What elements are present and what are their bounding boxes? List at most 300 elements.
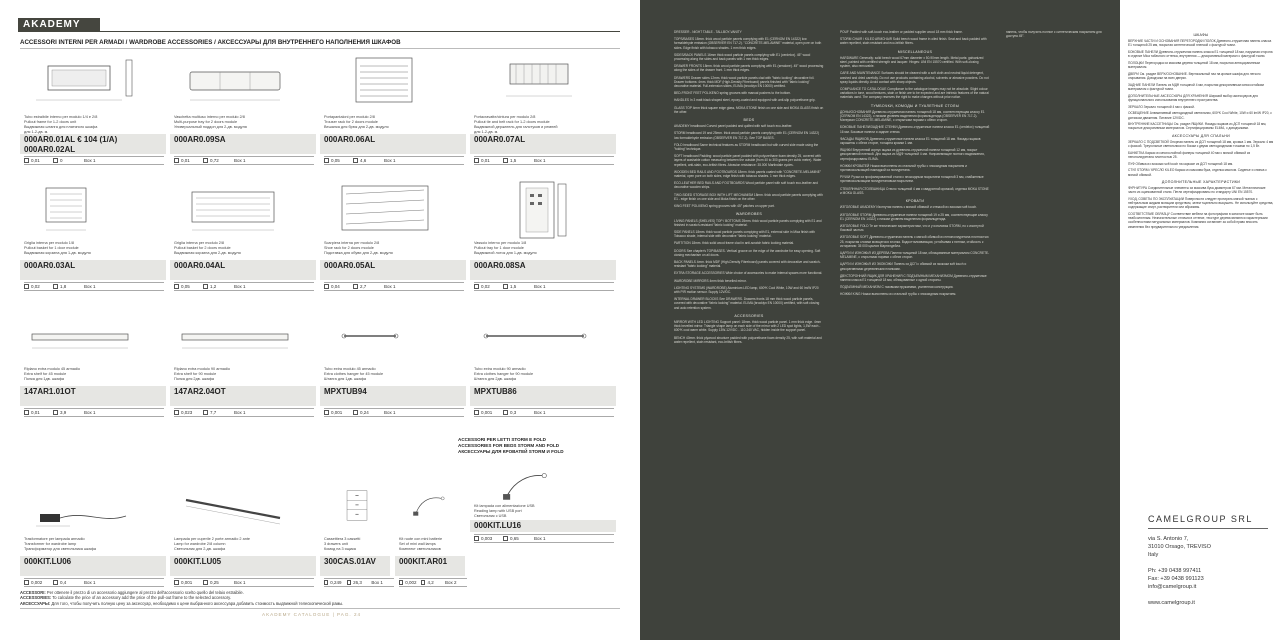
footnote-ru-text: Для того, чтобы получить полную цену за аксессуар, необходимо к цене выбранного аксессуара добавить стоимость выдвижной телескопической рамы. — [51, 600, 344, 606]
section-subtitle: ACCESSORI INTERNI PER ARMADI / WARDROBE ACCESSORIES / АКСЕССУАРЫ ДЛЯ ВНУТРЕННЕГО НАПОЛНЕНИЯ ШКАФОВ — [20, 39, 401, 46]
product-description-line: Вешалка для брюк для 2-дв. модуля — [324, 124, 389, 129]
volume-icon — [24, 158, 29, 163]
product-card — [320, 52, 466, 170]
weight-icon — [347, 580, 351, 585]
product-drawing — [26, 52, 144, 114]
product-card — [320, 178, 466, 296]
spec-paragraph: FOLD headboard Same technical features as STORM headboard but with curved side made using the "folding" technique. — [674, 142, 819, 152]
spec-volume: 0,002 — [31, 580, 43, 585]
company-contact — [1148, 514, 1268, 607]
product-description-line: Светильник с USB — [474, 513, 507, 518]
company-address-2: 31010 Orsago, TREVISO — [1148, 544, 1212, 550]
volume-icon — [174, 410, 179, 415]
product-description-line: Pullout basket for 2 doors module — [174, 245, 231, 250]
subtitle-rule — [20, 48, 620, 49]
product-description-line: Pullout tray for 1 door module — [474, 245, 524, 250]
product-code: 000KIT.AR01 — [399, 557, 448, 566]
spec-paragraph: STORM CHAIR / KILEO ARMCHAIR Solid beech wood frame in oiled finish. Seat and back padded with water repellent, stain resistant and eco-british fibres. — [840, 37, 987, 46]
spec-paragraph: ЗЕРКАЛО Зеркало толщиной 4 мм с фаской. — [1128, 104, 1195, 109]
spec-paragraph: ФАСАДЫ ЯЩИКОВ Древесно-стружечные панели класса E1 толщиной 18 мм. Фасады ящиков окрашены с обеих сторон, толщина кромки 1 мм. — [840, 136, 981, 146]
product-specs — [174, 156, 314, 165]
spec-paragraph: ДОПОЛНИТЕЛЬНЫЕ АКСЕССУАРЫ ДЛЯ ХРАНЕНИЯ Широкий выбор аксессуаров для функционального использования внутреннего пространства. — [1128, 93, 1258, 102]
product-specs — [24, 156, 164, 165]
spec-volume: 0,001 — [481, 410, 493, 415]
product-description-line: Комод на 3 ящика — [324, 546, 356, 551]
product-description — [324, 115, 464, 130]
product-card — [20, 474, 166, 586]
product-description-line: Extra shelf for 90 module — [174, 371, 217, 376]
product-drawing — [326, 178, 444, 240]
product-card — [320, 474, 390, 586]
product-code: 000AR0.03AL — [24, 261, 76, 270]
product-code: 000AR0.07AL — [474, 135, 526, 144]
spec-paragraph: COMPLIANCE TO CATALOGUE Compliance to the catalogue images may not be absolute. Slight colour variations in tone, wood textures, stain or finish are to be expected and are intrinsic features of the natural materials used. The company reserves the right to make changes without prior notice. — [840, 87, 989, 100]
product-card — [170, 52, 316, 170]
spec-weight: 3,9 — [60, 410, 67, 415]
volume-icon — [474, 284, 479, 289]
volume-icon — [474, 158, 479, 163]
spec-paragraph: HANDLES In 3 matt black shaped steel, epoxy-coated and equipped with anti-slip polyurethane grip. — [674, 98, 816, 103]
product-description-line: Extra clothes hanger for 90 module — [474, 371, 534, 376]
product-code: 000AR0.06AL — [324, 135, 376, 144]
spec-paragraph: DRESSER - NIGHT TABLE - TALLBOY-VANITY — [674, 30, 742, 34]
spec-paragraph: STORM headboard 19 and 25mm. thick wood particle panels complying with E1 (CERNOM EN 14322) low formaldehyde emission (OBSERVER EN 717-2). See TOP BASES. — [674, 131, 820, 140]
product-drawing — [326, 52, 444, 114]
product-description-line: Полка для 1дв. шкафа — [24, 376, 65, 381]
product-description-line: Shoe rack for 2 doors module — [324, 245, 374, 250]
price-footnote — [20, 590, 620, 606]
product-drawing — [326, 474, 388, 536]
spec-paragraph: EXTRA STORAGE ACCESSORIES Wide choice of accessories to make internal spaces more functional. — [674, 271, 823, 276]
volume-icon — [324, 580, 328, 585]
spec-paragraph: НОЖКИ KING Ножки выполнены из стальной трубы с эпоксидным покрытием. — [840, 292, 957, 297]
footer-rule — [20, 608, 620, 609]
spec-paragraph: УХОД, СОВЕТЫ ПО ЭКСПЛУАТАЦИИ Поверхности следует протирать мягкой тканью с нейтральным жидким моющим средством, затем тщательно высушить. Не используйте средства, содержащие спирт, растворители или абразивы. — [1128, 196, 1274, 210]
product-specs — [24, 578, 164, 587]
product-description — [474, 367, 614, 382]
volume-icon — [174, 158, 179, 163]
product-description-line: Multi-purpose tray for 2 doors module — [174, 119, 238, 124]
product-description — [324, 241, 464, 256]
spec-column-2 — [840, 30, 990, 630]
spec-volume: 0,01 — [31, 410, 40, 415]
product-drawing — [476, 178, 594, 240]
product-description — [24, 115, 164, 135]
product-description — [474, 504, 614, 519]
weight-icon — [353, 158, 358, 163]
weight-icon — [203, 410, 208, 415]
spec-column-3 — [1006, 30, 1112, 630]
spec-weight: 26,3 — [353, 580, 362, 585]
spec-paragraph: INTERNAL DRAWER BLOCKS See DRAWERS. Drawers fronts 18 mm thick wood particle panels, covered with decorative "fabric looking" material. ELIMA (brooklyn EN 10000) certified, with soft closing and auto retention system. — [674, 297, 820, 310]
weight-icon — [53, 284, 58, 289]
product-description — [174, 115, 314, 130]
volume-icon — [24, 410, 29, 415]
spec-weight: 0,72 — [210, 158, 219, 163]
product-drawing — [176, 52, 294, 114]
spec-paragraph: ИЗГОЛОВЬЕ FOLD Те же технические характеристики, что и у изголовья STORM, но с изогнутой боковой частью. — [840, 223, 984, 233]
product-card — [470, 474, 616, 548]
spec-weight: 0,25 — [210, 580, 219, 585]
spec-packaging: Box 1 — [384, 284, 396, 289]
spec-paragraph: AKADEMY headboard Curved panel padded and quilted with soft touch eco-leather. — [674, 124, 793, 129]
spec-paragraph: ОСВЕЩЕНИЕ Алюминиевый светодиодный светильник, 600ºK Cool White, 10W и 60 lm/W IP20, с датчиком движения. Питание 12V/DC. — [1128, 111, 1272, 120]
product-code: 147AR2.04OT — [174, 387, 226, 396]
weight-icon — [53, 580, 58, 585]
spec-volume: 0,01 — [181, 158, 190, 163]
product-description-line: Lamp for wardrobe 2/8 column — [174, 541, 226, 546]
footnote-en-text: To calculate the price of an accessory add the price of the pull-out frame to the selected accessory. — [52, 595, 232, 601]
spec-section-heading: ШКАФЫ — [1193, 33, 1209, 37]
spec-paragraph: ЯЩИКИ Внутренний корпус ящика из древесно-стружечной панели толщиной 12 мм, покрыт декоративной пленкой. Дно ящика из МДФ толщиной 4 мм. Направляющие полного выдвижения, сертифицированы ELIMA. — [840, 148, 985, 161]
accessories-heading-it: ACCESSORI PER LETTI STORM E FOLD — [458, 437, 546, 442]
spec-packaging: Box 1 — [234, 284, 246, 289]
product-description — [174, 537, 314, 552]
product-drawing — [176, 304, 294, 366]
product-description-line: Kit lampada con alimentazione USB — [474, 504, 535, 508]
product-code-alt: 000AR0.02AL — [24, 145, 76, 154]
product-description-line: Pullout tie and belt rack for 1-2 doors module — [474, 119, 550, 124]
footnote-en-label: ACCESSORIES: — [20, 595, 52, 601]
company-website[interactable]: www.camelgroup.it — [1148, 600, 1195, 606]
product-specs — [174, 578, 314, 587]
spec-paragraph: DOORS See chapter's TOP/BASES. Vertical groove on the edge of the wardrobe for easy opening. Soft closing mechanism on all doors. — [674, 248, 821, 257]
company-fax: Fax: +39 0438 991123 — [1148, 576, 1204, 582]
product-card — [20, 178, 166, 296]
product-description — [324, 367, 464, 382]
product-description-line: Выдвижная корзина для 2-дв. модуля — [174, 250, 241, 255]
spec-paragraph: ИЗГОЛОВЬЕ AKADEMY Изогнутая панель с мягкой обивкой и стежкой из экокожи soft touch. — [840, 205, 977, 210]
product-description-line: Полка для 2дв. шкафа — [174, 376, 215, 381]
product-description-line: Lampada per cuperile 2 porte armadio 2 ante — [174, 537, 250, 541]
spec-paragraph: GLASS TOP 4mm thick square edge glass, MOKA STONE finish on one side and MOKA GLASS finish on the other. — [674, 105, 824, 114]
weight-icon — [503, 284, 508, 289]
product-description-line: Штанга для 1дв. шкафа — [324, 376, 366, 381]
spec-paragraph: ПОЛОЦКИ Перегородка из массива дерева толщиной 18 мм, покрытая антицарапинным материалом. — [1128, 61, 1260, 70]
product-description-line: Set of mini wall lamps — [399, 541, 436, 546]
product-specs — [474, 282, 614, 291]
spec-volume: 0,01 — [481, 158, 490, 163]
spec-section-heading: MISCELLANEOUS — [897, 49, 933, 54]
spec-section-heading: АКСЕССУАРЫ ДЛЯ СПАЛЬНИ — [1171, 133, 1231, 138]
spec-weight: 0 — [60, 158, 63, 163]
spec-weight: 4,6 — [360, 158, 367, 163]
product-code: 000KIT.LU06 — [24, 557, 72, 566]
product-description-line: Riplano extra modulo 90 armadio — [174, 367, 230, 371]
weight-icon — [53, 410, 58, 415]
product-description-line: Portacravatte/cintura per modulo 2/8 — [474, 115, 536, 119]
spec-volume: 0,05 — [331, 158, 340, 163]
product-description-line: 3 drawers unit — [324, 541, 348, 546]
spec-paragraph: HARDWARE Generally: solid beech wood 67mm diameter x 50-90mm length. Metal parts: galvanized steel, painted with certified strength and lacquer. Hinges: UNI EN 15570 certified. With soft-closing system, also removable. — [840, 55, 984, 69]
product-drawing — [476, 304, 594, 366]
spec-paragraph: СТУЛ STORM / КРЕСЛО KILEO Каркас из массива бука, отделка маслом. Сиденье и спинка с мягкой обивкой. — [1128, 168, 1267, 177]
spec-paragraph: РУЧКИ Ручки из профилированной стали с эпоксидным покрытием толщиной 3 мм, снабженные противоскользящим полиуретановым покрытием. — [840, 175, 984, 184]
product-description-line: Светильник для 2-дв. шкафа — [174, 546, 226, 551]
product-description — [24, 537, 164, 552]
spec-packaging: Box 1 — [384, 158, 396, 163]
product-description-line: Extra clothes hanger for 45 module — [324, 371, 384, 376]
product-drawing — [326, 304, 444, 366]
volume-icon — [474, 536, 479, 541]
product-description-line: Reading lamp with USB port — [474, 508, 522, 513]
weight-icon — [353, 410, 358, 415]
weight-icon — [503, 410, 508, 415]
product-code: MPXTUB94 — [324, 387, 367, 396]
product-drawing — [176, 178, 294, 240]
spec-paragraph: DRAWER FRONTS 18mm. thick wood particle panels complying with E1 (seralone). 45° wood processing along the sides of the drawer front. 1 mm thick edges. — [674, 64, 824, 73]
product-description — [24, 367, 164, 382]
accessories-heading-ru: АКСЕССУАРЫ ДЛЯ КРОВАТЕЙ STORM И FOLD — [458, 449, 564, 454]
product-specs — [324, 282, 464, 291]
product-description — [474, 115, 614, 135]
spec-section-heading: ACCESSORIES — [734, 313, 764, 318]
brand-rule — [100, 31, 620, 32]
spec-section-heading: BEDS — [743, 118, 755, 123]
spec-volume: 0,01 — [31, 158, 40, 163]
product-specs — [474, 534, 614, 543]
spec-volume: 0,02 — [481, 284, 490, 289]
product-code: 000AR0.08SA — [474, 261, 526, 270]
accessories-heading — [458, 437, 628, 455]
product-code: 000KIT.LU05 — [174, 557, 222, 566]
product-specs — [474, 156, 614, 165]
product-specs — [24, 408, 164, 417]
product-description-line: Trasformatore per lampada armadio — [24, 537, 85, 541]
spec-paragraph: ДОНЫ/ОСНОВАНИЯ Древесно-стружечная панель толщиной 18 мм, соответствующая классу E1 (CERNOM EN 14322), с низким уровнем выделения формальдегида (OBSERVER EN 717-2). Материал CONCRETE-MELAMINE, с открытыми порами с обеих сторон. — [840, 109, 985, 123]
spec-paragraph: ВЕРХНИЕ ЧАСТИ И ОСНОВАНИЯ ПЕРЕГОРОДКИ ПОЛОК Древесно-стружечная панель класса E1 толщиной 25 мм, покрытая синтетической пленкой с фактурой ткани. — [1128, 39, 1272, 48]
spec-volume: 0,001 — [181, 580, 193, 585]
spec-section-heading: WARDROBES — [735, 212, 763, 217]
spec-paragraph: SIDE PANELS 18mm. thick wood particle panels complying with E1, external side in Mica finish with Tobacco shade, internal side with decorative "fabric looking" material. — [674, 229, 815, 239]
product-description-line: Pullout frame for 1-2 doors unit — [24, 119, 77, 124]
spec-packaging: Box 1 — [84, 284, 96, 289]
spec-packaging: Box 1 — [84, 158, 96, 163]
spec-paragraph: ДВУСТОРОННИЙ ЯЩИК ДЛЯ ХРАНЕНИЯ С ПОДЪЕМНЫМ МЕХАНИЗМОМ Древесно-стружечные панели класса E1 толщиной 18 мм, облицованные с одной стороны. — [840, 273, 987, 282]
product-code: 000AR0.01AL € 104 (1/A) — [24, 135, 118, 144]
spec-paragraph: ECO-LEATHER BED RAILS AND FOOTBOARDS Wood particle panel with soft touch eco-leather and decorative wooden strips. — [674, 181, 818, 190]
spec-weight: 1,8 — [60, 284, 67, 289]
spec-paragraph: панель, чтобы получить полное с синтетическим покрытием для доступа 45°. — [1006, 30, 1102, 39]
volume-icon — [24, 580, 29, 585]
spec-weight: 1,2 — [210, 284, 217, 289]
weight-icon — [503, 536, 508, 541]
product-description-line: Комплект светильников — [399, 546, 441, 551]
product-description-line: Griglia interna per modulo 1/8 — [24, 241, 75, 245]
company-email[interactable]: info@camelgroup.it — [1148, 584, 1197, 590]
product-drawing — [26, 178, 144, 240]
spec-weight: 0,65 — [510, 536, 519, 541]
spec-paragraph: LIVING PANELS (SHELVES) TOP / BOTTOMS 25mm. thick wood particle panels complying with E1 and finished in scratch-resistant "fabric looking" material. — [674, 218, 822, 227]
product-description-line: для 1-2-дв. м. — [24, 129, 49, 134]
product-code: MPXTUB86 — [474, 387, 517, 396]
spec-volume: 0,02 — [31, 284, 40, 289]
spec-weight: 2,7 — [360, 284, 367, 289]
spec-column-3-continued — [1128, 30, 1274, 510]
spec-volume: 0,001 — [331, 410, 343, 415]
weight-icon — [353, 284, 358, 289]
spec-packaging: Box 1 — [534, 536, 546, 541]
spec-packaging: Box 1 — [534, 410, 546, 415]
product-description-line: Tubo estraibile interno per modulo 1/4 e 2/8 — [24, 115, 98, 119]
spec-paragraph: СТЕКЛЯННАЯ СТОЛЕШНИЦА Стекло толщиной 4 мм с квадратной кромкой, отделка MOKA STONE и MOKA GLASS. — [840, 186, 989, 195]
product-code: 000AR0.09SA — [174, 135, 226, 144]
spec-section-heading: КРОВАТИ — [905, 199, 925, 204]
product-description-line: Vaschetta multiuso interno per modulo 2/8 — [174, 115, 245, 119]
spec-paragraph: POUF Padded with soft-touch eco-leather or padded supplier wood 18 mm thick frame. — [840, 30, 963, 34]
spec-packaging: Box 1 — [371, 580, 383, 585]
product-description-line: Trouser rack for 2 doors module — [324, 119, 378, 124]
weight-icon — [203, 580, 208, 585]
spec-paragraph: СООТВЕТСТВИЕ ОБРАЗЦУ Соответствие мебели на фотографиях в каталоге может быть неабсолютным. Незначительные отличия в оттенке, текстуре дерева являются характерными особенностями натуральных материалов. Компания оставляет за собой право вносить изменения без предварительного уведомления. — [1128, 212, 1268, 229]
spec-weight: 4,2 — [427, 580, 434, 585]
spec-packaging: Box 1 — [234, 580, 246, 585]
spec-paragraph: SIDES/BACK PANELS 16mm thick wood particle panels complying with E1 (cerdelox). 45° wood processing along the sides and back panels with 1 mm thick edges. — [674, 52, 811, 62]
product-card — [470, 52, 616, 170]
spec-paragraph: DRAWERS Drawer sides 12mm. thick wood particle panels clad with "fabric looking" decorative foil. Drawer bottoms: 4mm. thick MDF (High-Density Fibreboard) panels finished with "fabric looking" decorative material. Full-extension slides, ELIMA (brooklyn EN 10000) certified. — [674, 75, 815, 89]
product-description — [474, 241, 614, 256]
footnote-it-label: ACCESSORI: — [20, 590, 46, 595]
spec-paragraph: KING FEET POLIXENO spring grooves with 45° patches on upper part. — [674, 204, 775, 209]
product-description — [24, 241, 164, 256]
product-drawing — [26, 304, 144, 366]
weight-icon — [503, 158, 508, 163]
spec-weight: 0,24 — [360, 410, 369, 415]
spec-paragraph: WARDROBE MIRRORS 4mm thick bevelled mirror. — [674, 278, 747, 283]
product-description-line: Выдвижной лоток для 1-дв. модуля — [474, 250, 537, 255]
volume-icon — [324, 284, 329, 289]
volume-icon — [474, 410, 479, 415]
spec-paragraph: ЗЕРКАЛО С ПОДСВЕТКОЙ Опорная панель из ДСП толщиной 18 мм, кромка 1 мм. Зеркало 4 мм с фаской. Треугольные светильники по бокам с двумя светодиодными точками по 1,5 Вт. — [1128, 139, 1274, 149]
spec-paragraph: ФУРНИТУРА Соединительные элементы из массива бука диаметром 67 мм. Металлические части из оцинкованной стали. Петли сертифицированы по стандарту UNI EN 15570. — [1128, 185, 1266, 195]
spec-paragraph: SOFT headboard Padding: wood particle panel padded with polyurethane foam density 25, covered with layers of washable cotton measuring between the outside (from 40 to 300 grams per cubic metre). Water repellent, anti-stain, eco-british fibres. Abrasion resistance: 35.000 Martindale cycles. — [674, 154, 822, 167]
product-description-line: Универсальный поддон для 2-дв. модуля — [174, 124, 247, 129]
spec-packaging: Box 1 — [234, 158, 246, 163]
volume-icon — [324, 158, 329, 163]
spec-paragraph: CARE AND MAINTENANCE Surfaces should be cleaned with a soft cloth and neutral liquid detergent, washed and dried carefully. Do not use products containing alcohol, solvents or abrasive powders. Do not spray liquids directly. Avoid contact with sharp objects. — [840, 71, 989, 84]
accessories-heading-en: ACCESSORIES FOR BEDS STORM AND FOLD — [458, 443, 560, 448]
product-specs — [324, 156, 464, 165]
spec-paragraph: ИЗГОЛОВЬЕ STORM Древесно-стружечные панели толщиной 19 и 25 мм, соответствующие классу E1 (CERNOM EN 14322) с низким уровнем выделения формальдегида. — [840, 212, 988, 221]
page-footer: AKADEMY CATALOGUE | PAG. 24 — [262, 612, 362, 617]
spec-section-heading: ДОПОЛНИТЕЛЬНЫЕ ХАРАКТЕРИСТИКИ — [1161, 179, 1241, 184]
spec-packaging: Box 1 — [84, 410, 96, 415]
spec-weight: 1,5 — [510, 284, 517, 289]
product-specs — [324, 578, 394, 587]
weight-icon — [421, 580, 425, 585]
product-card — [470, 178, 616, 296]
spec-packaging: Box 1 — [234, 410, 246, 415]
product-description-line: Выдвижной держатель для галстуков и ремней — [474, 124, 558, 129]
spec-column-1 — [674, 30, 824, 630]
product-specs — [24, 282, 164, 291]
product-drawing — [476, 460, 594, 504]
product-specs — [174, 408, 314, 417]
product-description-line: Transformer for wardrobe lamp — [24, 541, 77, 546]
spec-paragraph: LIGHTING SYSTEMS (WARDROBE) Aluminium LED lamp, 600ºK Cool White, 10W and 60 lm/W IP20 with PIR motion sensor. Supply 12V/DC. — [674, 285, 819, 294]
product-specs — [324, 408, 464, 417]
spec-weight: 7,7 — [210, 410, 217, 415]
spec-volume: 0,04 — [331, 284, 340, 289]
spec-paragraph: БОКОВЫЕ ПАНЕЛИ/ЗАДНИЕ СТЕНКИ Древесно-стружечные панели класса E1 (cerdelox) толщиной 16 мм. Боковые панели и задние стенки. — [840, 125, 990, 134]
volume-icon — [399, 580, 403, 585]
product-code: 147AR1.01OT — [24, 387, 76, 396]
product-description-line: Выдвижная корзина для 1-дв. модуля — [24, 250, 91, 255]
spec-paragraph: WOODEN BED RAILS AND FOOTBOARDS 18mm. thick panels coated with "CONCRETE-MELAMINE" material, open pore on both sides, edge finish with tobacco shades. 1 mm thick edges. — [674, 169, 821, 179]
spec-weight: 0,4 — [60, 580, 67, 585]
product-description — [174, 367, 314, 382]
product-description-line: Griglia interna per modulo 2/8 — [174, 241, 225, 245]
spec-volume: 0,023 — [181, 410, 193, 415]
company-rule — [1148, 528, 1268, 529]
product-card — [320, 304, 466, 422]
product-code: 000KIT.LU16 — [474, 521, 522, 530]
product-specs — [474, 408, 614, 417]
product-description-line: Portapantaloni per modulo 2/8 — [324, 115, 375, 119]
product-code: 000AR0.05AL — [324, 261, 376, 270]
spec-paragraph: ЦАРГИ И ИЗНОЖЬЯ ИЗ ЭКОКОЖИ Панель из ДСП с обивкой из экокожи soft touch и декоративными деревянными планками. — [840, 262, 967, 271]
company-address-1: via S. Antonio 7, — [1148, 536, 1189, 542]
product-card — [170, 474, 316, 586]
spec-paragraph: БАНКЕТКА Каркас из многослойной фанеры толщиной 40 мм с мягкой обивкой из пенополиуретана плотностью 25. — [1128, 150, 1251, 159]
spec-paragraph: ЗАДНИЕ ПАНЕЛИ Панель из МДФ толщиной 4 мм, покрытая декоративным износостойким материалом с фактурой ткани. — [1128, 82, 1264, 92]
company-country: Italy — [1148, 552, 1159, 558]
volume-icon — [324, 410, 329, 415]
product-specs — [399, 578, 467, 587]
spec-packaging: Box 1 — [84, 580, 96, 585]
spec-paragraph: ВНУТРЕННИЕ КАССЕТНИЦЫ См. раздел ЯЩИКИ. Фасады ящиков из ДСП толщиной 18 мм, покрытые декоративным материалом. Сертифицированы ELIMA, с доводчиками. — [1128, 122, 1267, 131]
spec-paragraph: BENCH 40mm. thick plywood structure padded with polyurethane foam density 25, with soft material and water repellent, stain resistant, eco-british fibres. — [674, 335, 822, 344]
product-card — [20, 52, 166, 170]
spec-paragraph: ПОДЪЕМНЫЙ МЕХАНИЗМ С газовыми пружинами, усиленная конструкция. — [840, 285, 954, 290]
company-name: CAMELGROUP SRL — [1148, 514, 1253, 524]
product-description-line: Kit ruote con mini batterie — [399, 537, 443, 541]
brand-title: AKADEMY — [18, 18, 100, 32]
spec-paragraph: НОЖКИ КРОВАТЕЙ Ножки выполнены из стальной трубы с эпоксидным покрытием и противоскользящей накладкой из полиуретана. — [840, 163, 967, 173]
product-drawing — [401, 474, 461, 536]
product-drawing — [176, 474, 294, 536]
spec-section-heading: ТУМБОЧКИ, КОМОДЫ И ТУАЛЕТНЫЕ СТОЛЫ — [870, 103, 960, 108]
product-drawing — [26, 474, 144, 536]
product-description-line: Cassettiera 3 cassetti — [324, 537, 361, 541]
product-description-line: Vassoio interno per modulo 1/8 — [474, 241, 527, 245]
product-card — [170, 178, 316, 296]
product-description-line: Выдвижная штанга для платяного шкафа — [24, 124, 98, 129]
product-description-line: Extra shelf for 45 module — [24, 371, 67, 376]
spec-paragraph: BACK PANELS 4mm. thick MDF (High-Density Fibreboard) panels covered with decorative and scratch-resistant "fabric looking" material. — [674, 259, 821, 269]
product-card — [395, 474, 465, 586]
volume-icon — [24, 284, 29, 289]
spec-packaging: Box 2 — [445, 580, 457, 585]
spec-weight: 0,3 — [510, 410, 517, 415]
product-description-line: Tubo extra modulo 90 armadio — [474, 367, 526, 371]
product-description-line: Riplano extra modulo 45 armadio — [24, 367, 80, 371]
product-description-line: Трансформатор для светильника шкафа — [24, 546, 97, 551]
spec-paragraph: TOPS/BASES 18mm. thick wood particle panels complying with E1 (CERNOM EN 14322) low formaldehyde emission (OBSERVER EN 717-2). "CONCRETE-MELAMINE" material, open pore on both sides. Edge finish with tobacco shades. 1 mm thick edges. — [674, 37, 822, 50]
spec-weight: 1,5 — [510, 158, 517, 163]
spec-paragraph: TWO-SIDED STORAGE BOX WITH LIFT MECHANISM 18mm. thick wood particle panels complying with E1 - edge finish on one side and Moka finish on the other. — [674, 192, 823, 201]
product-code: 300CAS.01AV — [324, 557, 376, 566]
product-card — [20, 304, 166, 422]
product-drawing — [476, 52, 594, 114]
product-specs — [174, 282, 314, 291]
spec-paragraph: ИЗГОЛОВЬЕ SOFT Древесно-стружечная панель с мягкой обивкой из пенополиуретана плотностью 25, покрытая слоями моющегося хлопка. Водоотталкивающая, устойчивая к пятнам, стойкость к истиранию: 35 000 циклов Мартиндейла. — [840, 235, 989, 248]
product-description-line: Tubo extra modulo 45 armadio — [324, 367, 376, 371]
spec-paragraph: ПУФ Обивка из экокожи soft touch на каркасе из ДСП толщиной 18 мм. — [1128, 161, 1234, 166]
spec-paragraph: ЦАРГИ И ИЗНОЖЬЯ ИЗ ДЕРЕВА Панели толщиной 18 мм, облицованные материалом CONCRETE-MELAMINE, с открытыми порами с обеих сторон. — [840, 250, 990, 260]
product-description-line: для 1-2-дв. м. — [474, 129, 499, 134]
spec-volume: 0,003 — [481, 536, 493, 541]
